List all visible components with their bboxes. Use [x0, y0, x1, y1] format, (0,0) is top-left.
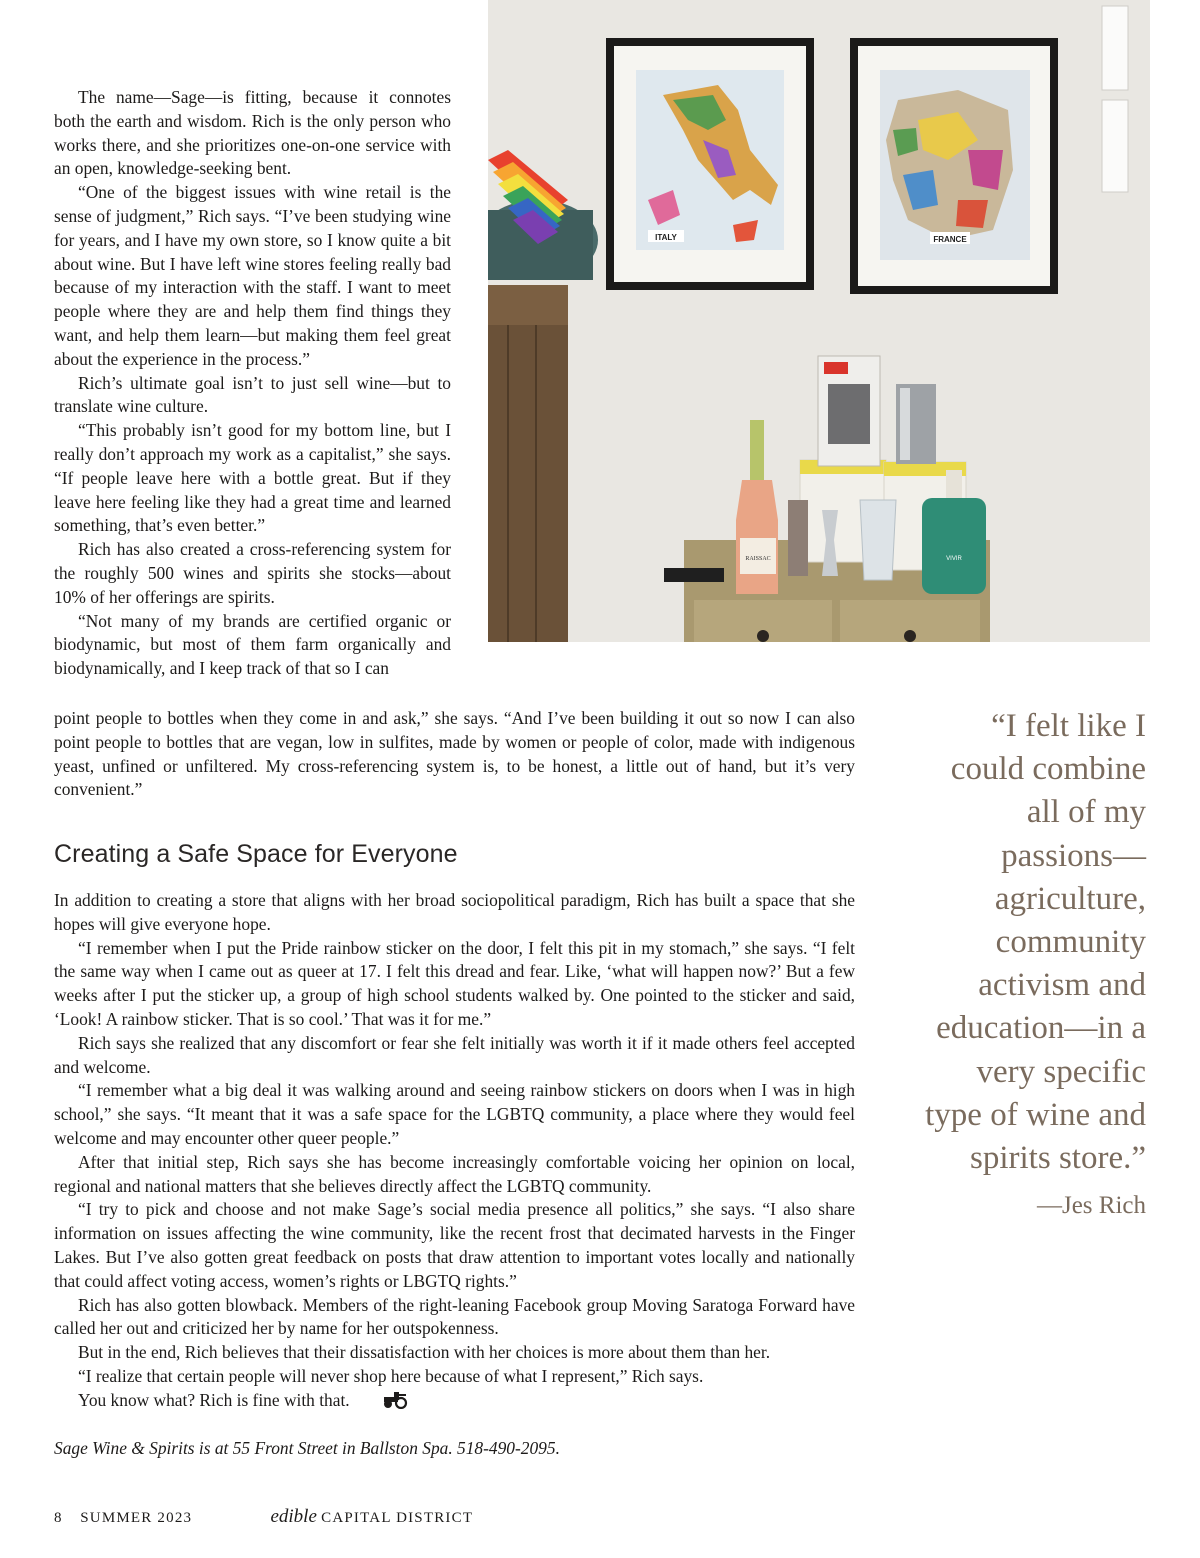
paragraph: “I realize that certain people will never shop here because of what I represent,” Rich says. — [78, 1365, 704, 1386]
paragraph: After that initial step, Rich says she has become increasingly comfortable voicing her opinion on local, regional and national matters that she believes directly affect the LGBTQ community. — [54, 1151, 855, 1196]
issue-label: SUMMER 2023 — [80, 1510, 193, 1526]
article-narrow-column — [54, 86, 451, 681]
pull-quote-text: “I felt like I could combine all of my passions—agriculture, community activism and education—in a very specific type of wine and spirits store.” — [925, 708, 1146, 1177]
paragraph: “One of the biggest issues with wine retail is the sense of judgment,” Rich says. “I’ve been studying wine for years, and I have my own store, so I know quite a bit about wine. But I have left wine stores feeling really bad because of my interaction with the staff. I want to meet people where they are and help them find things they want, and help them learn—but making them feel great about the experience in the process.” — [54, 182, 451, 369]
paragraph: “I try to pick and choose and not make Sage’s social media presence all politics,” she says. “I also share information on issues affecting the wine community, like the recent frost that decimated harvests in the Finger Lakes. But I’ve also gotten great feedback on posts that draw attention to important votes locally and nationally that could affect voting access, women’s rights or LBGTQ rights.” — [54, 1199, 855, 1291]
tractor-icon — [358, 1391, 384, 1409]
magazine-name-italic: edible — [270, 1506, 317, 1527]
paragraph: Rich says she realized that any discomfort or fear she felt initially was worth it if it made others feel accepted and welcome. — [54, 1032, 855, 1077]
italy-map-label: ITALY — [655, 233, 677, 242]
magazine-name: CAPITAL DISTRICT — [321, 1510, 474, 1526]
paragraph-text: You know what? Rich is fine with that. — [78, 1389, 350, 1410]
page-number: 8 — [54, 1510, 62, 1526]
paragraph: “This probably isn’t good for my bottom line, but I really don’t approach my work as a capitalist,” she says. “If people leave here with a bottle great. But if they leave here feeling like they had a great time and learned something, that’s even better.” — [54, 420, 451, 536]
article-section-body — [54, 889, 855, 1413]
france-map-label: FRANCE — [933, 235, 967, 244]
paragraph: In addition to creating a store that aligns with her broad sociopolitical paradigm, Rich has built a space that she hopes will give everyone hope. — [54, 890, 855, 934]
pull-quote — [916, 705, 1146, 1222]
vivir-bottle-label: VIVIR — [946, 556, 962, 562]
article-photo — [488, 0, 1150, 642]
paragraph: Rich has also gotten blowback. Members of the right-leaning Facebook group Moving Saratoga Forward have called her out and criticized her by name for her outspokenness. — [54, 1294, 855, 1339]
paragraph: Rich’s ultimate goal isn’t to just sell wine—but to translate wine culture. — [54, 372, 451, 417]
article-wide-continuation — [54, 707, 855, 802]
pull-quote-attribution: —Jes Rich — [1036, 1192, 1146, 1220]
store-info-note: Sage Wine & Spirits is at 55 Front Street in Ballston Spa. 518-490-2095. — [54, 1438, 560, 1458]
paragraph: “I remember when I put the Pride rainbow sticker on the door, I felt this pit in my stomach,” she says. “I felt the same way when I came out as queer at 17. I felt this dread and fear. Like, ‘what will happen now?’ But a few weeks after I put the sticker up, a group of high school students walked by. One pointed to the sticker and said, ‘Look! A rainbow sticker. That is so cool.’ That was it for me.” — [54, 937, 855, 1029]
running-footer — [54, 1506, 473, 1528]
section-heading: Creating a Safe Space for Everyone — [54, 840, 458, 868]
paragraph: point people to bottles when they come in and ask,” she says. “And I’ve been building it out so now I can also point people to bottles that are vegan, low in sulfites, made by women or people of color, made with indigenous yeast, unfined or unfiltered. My cross-referencing system is, to be honest, a little out of hand, but it’s very convenient.” — [54, 708, 855, 800]
paragraph: But in the end, Rich believes that their dissatisfaction with her choices is more about them than her. — [78, 1342, 771, 1363]
paragraph: The name—Sage—is fitting, because it connotes both the earth and wisdom. Rich is the only person who works there, and she prioritizes one-on-one service with an open, knowledge-seeking bent. — [54, 87, 451, 179]
final-paragraph — [54, 1389, 855, 1413]
raissac-bottle-label: RAISSAC — [745, 556, 771, 562]
paragraph: “Not many of my brands are certified organic or biodynamic, but most of them farm organically and biodynamically, and I keep track of that so I can — [54, 610, 451, 679]
wine-shop-photo — [488, 0, 1150, 642]
paragraph: Rich has also created a cross-referencing system for the roughly 500 wines and spirits she stocks—about 10% of her offerings are spirits. — [54, 539, 451, 607]
paragraph: “I remember what a big deal it was walking around and seeing rainbow stickers on doors when I was in high school,” she says. “It meant that it was a safe space for the LGBTQ community, a place where they would feel welcome and may encounter other queer people.” — [54, 1080, 855, 1148]
